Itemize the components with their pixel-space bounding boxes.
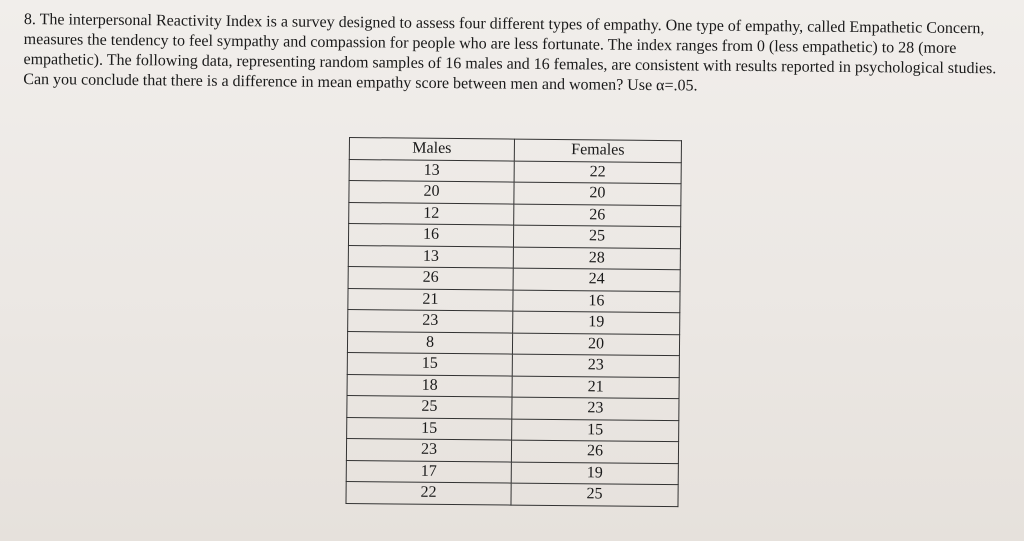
cell-females: 23 [512,354,679,377]
cell-females: 21 [512,376,679,399]
cell-females: 20 [512,333,679,356]
cell-females: 19 [513,311,680,334]
cell-males: 8 [347,331,512,354]
cell-males: 13 [348,245,513,268]
cell-males: 16 [348,224,513,247]
data-table-wrapper [345,137,682,507]
cell-females: 28 [513,247,680,270]
table-body [346,159,681,506]
cell-females: 26 [514,204,681,227]
table-row [348,288,680,313]
cell-females: 15 [512,419,679,442]
cell-females: 19 [511,462,678,485]
cell-males: 26 [348,266,513,289]
cell-males: 17 [346,460,511,483]
table-row [347,395,679,420]
table-row [348,309,680,334]
table-row [348,266,680,291]
cell-females: 25 [511,483,678,506]
cell-males: 20 [349,181,514,204]
cell-males: 18 [347,374,512,397]
table-row [346,481,678,506]
cell-males: 12 [349,202,514,225]
cell-males: 15 [347,417,512,440]
cell-males: 15 [347,352,512,375]
table-row [347,374,679,399]
cell-females: 24 [513,268,680,291]
cell-males: 23 [346,438,511,461]
cell-males: 22 [346,481,511,504]
header-females: Females [514,139,681,162]
cell-males: 21 [348,288,513,311]
problem-statement: 8. The interpersonal Reactivity Index is a survey designed to assess four different types of empathy. One type of empathy, called Empathetic Concern, measures the tendency to feel sympathy and compassion for people who are less fortunate. The index ranges from 0 (less empathetic) to 28 (more empathetic). The following data, representing random samples of 16 males and 16 females, are consistent with results reported in psychological studies. Can you conclude that there is a difference in mean empathy score between men and women? Use α=.05. [23,10,997,95]
table-row [347,331,679,356]
table-row [348,245,680,270]
cell-females: 23 [512,397,679,420]
table-row [347,417,679,442]
cell-females: 22 [514,161,681,184]
cell-males: 13 [349,159,514,182]
header-males: Males [349,138,514,161]
cell-females: 26 [511,440,678,463]
cell-females: 16 [513,290,680,313]
cell-males: 25 [347,395,512,418]
table-row [348,224,680,249]
table-row [347,352,679,377]
cell-females: 20 [514,182,681,205]
cell-females: 25 [513,225,680,248]
empathy-data-table [345,137,682,507]
cell-males: 23 [348,309,513,332]
